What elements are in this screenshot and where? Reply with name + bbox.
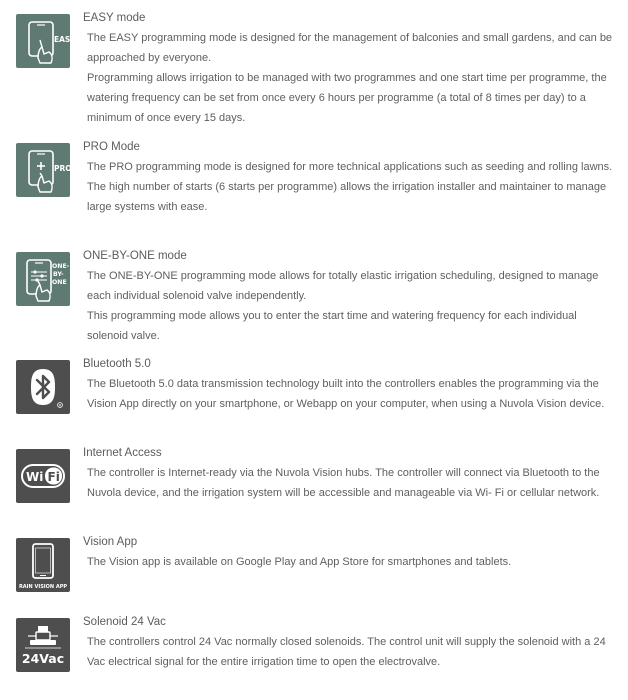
feature-paragraph: The controller is Internet-ready via the Nuvola Vision hubs. The controller will connect via Bluetooth to the Nuvola device, and the irrigation system will be accessible and manageable via Wi- Fi or cellular network. <box>87 467 600 499</box>
one-by-one-icon-label-3: ONE <box>52 279 67 286</box>
feature-title: Solenoid 24 Vac <box>83 616 166 628</box>
feature-paragraph: The controllers control 24 Vac normally closed solenoids. The control unit will supply the solenoid with a 24 Vac electrical signal for the entire irrigation time to open the electrovalve. <box>87 636 606 668</box>
easy-icon-label: EASY <box>54 35 76 44</box>
feature-paragraph: The PRO programming mode is designed for more technical applications such as seeding and rolling lawns. <box>87 161 613 173</box>
feature-title: Bluetooth 5.0 <box>83 358 151 370</box>
pro-mode-icon <box>16 143 70 197</box>
feature-title: ONE-BY-ONE mode <box>83 250 187 262</box>
solenoid-icon-label: 24Vac <box>21 651 65 666</box>
one-by-one-mode-icon <box>16 252 70 306</box>
pro-icon-label: PRO <box>54 164 72 173</box>
vision-app-icon-label: RAIN VISION APP <box>18 584 68 590</box>
wifi-icon <box>16 449 70 503</box>
feature-description <box>87 157 617 217</box>
feature-title: EASY mode <box>83 12 146 24</box>
feature-paragraph: The Bluetooth 5.0 data transmission technology built into the controllers enables the programming via the Vision App directly on your smartphone, or Webapp on your computer, when using a Nuvola Vision device. <box>87 378 605 410</box>
feature-description <box>87 463 617 503</box>
feature-description <box>87 632 617 672</box>
feature-description <box>87 266 617 346</box>
feature-paragraph: The high number of starts (6 starts per programme) allows the irrigation installer and maintainer to manage large systems with ease. <box>87 181 607 213</box>
feature-description <box>87 374 617 414</box>
feature-paragraph: The Vision app is available on Google Play and App Store for smartphones and tablets. <box>87 556 512 568</box>
feature-title: Vision App <box>83 536 138 548</box>
smartphone-app-icon <box>16 538 70 592</box>
easy-mode-icon <box>16 14 76 68</box>
feature-title: PRO Mode <box>83 141 140 153</box>
feature-paragraph: The EASY programming mode is designed for the management of balconies and small gardens, and can be approached by everyone. <box>87 32 613 64</box>
feature-description <box>87 552 617 572</box>
feature-title: Internet Access <box>83 447 162 459</box>
svg-text:R: R <box>58 403 62 408</box>
svg-text:Wi: Wi <box>26 470 44 484</box>
one-by-one-icon-label-2: BY- <box>53 271 64 278</box>
one-by-one-icon-label-1: ONE- <box>52 263 70 270</box>
feature-paragraph: This programming mode allows you to enter the start time and watering frequency for each individual solenoid valve. <box>87 310 577 342</box>
bluetooth-icon <box>16 360 70 414</box>
feature-description <box>87 28 617 128</box>
feature-paragraph: Programming allows irrigation to be managed with two programmes and one start time per programme, the watering frequency can be set from once every 6 hours per programme (a total of 8 times per day) to a minimum of once every 15 days. <box>87 72 607 124</box>
feature-paragraph: The ONE-BY-ONE programming mode allows for totally elastic irrigation scheduling, designed to manage each individual solenoid valve independently. <box>87 270 599 302</box>
solenoid-icon <box>16 618 70 672</box>
svg-text:Fi: Fi <box>47 470 60 484</box>
